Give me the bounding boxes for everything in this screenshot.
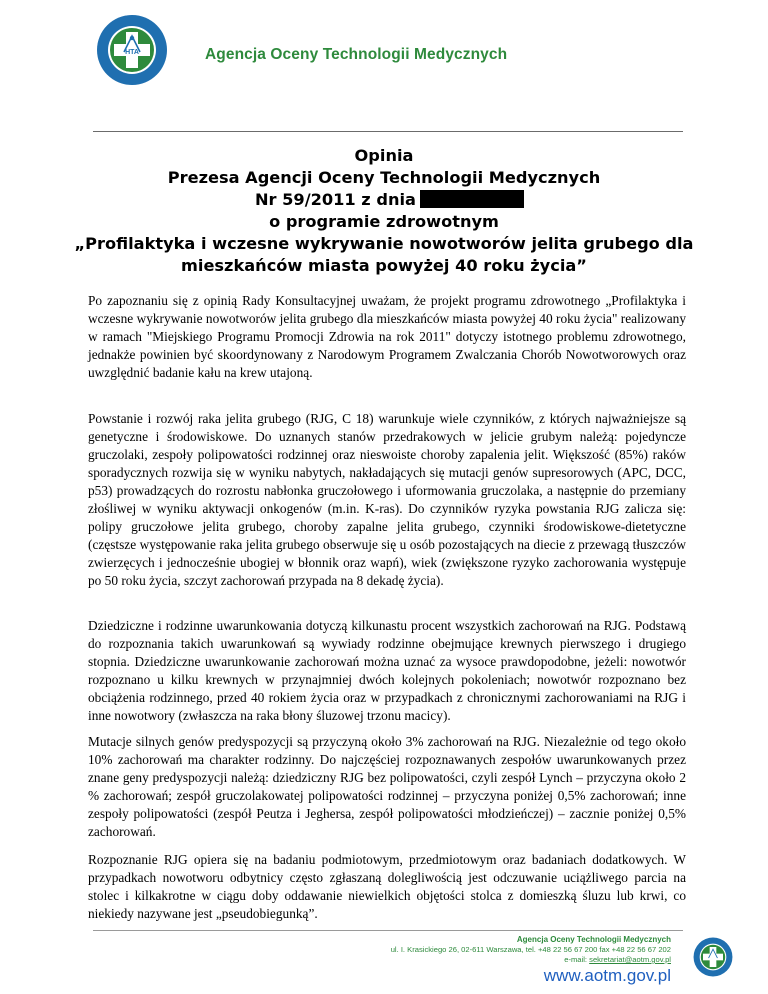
footer-org: Agencja Oceny Technologii Medycznych: [516, 935, 671, 944]
paragraph-5: Rozpoznanie RJG opiera się na badaniu podmiotowym, przedmiotowym oraz badaniach dodatkowych. W przypadkach nowotworu odbytnicy często zgłaszaną dolegliwością jest odczuwanie uciążliwego parcia na stolec i kilkakrotne w ciągu doby oddawanie niewielkich objętości stolca z domieszką śluzu lub krwi, co niekiedy nazywane jest „pseudobiegunką”.: [88, 852, 686, 921]
footer-divider: [93, 930, 683, 931]
header-divider: [93, 131, 683, 132]
footer-website-link[interactable]: www.aotm.gov.pl: [543, 966, 671, 985]
doc-number-line: [255, 189, 524, 211]
paragraph-1: Po zapoznaniu się z opinią Rady Konsultacyjnej uważam, że projekt programu zdrowotnego „Profilaktyka i wczesne wykrywanie nowotworów jelita grubego dla mieszkańców miasta powyżej 40 roku życia" realizowany w ramach "Miejskiego Programu Promocji Zdrowia na rok 2011" dotyczy istotnego problemu zdrowotnego, jednakże powinien być skoordynowany z Narodowym Programem Zwalczania Chorób Nowotworowych oraz uwzględnić badanie kału na krew utajoną.: [88, 293, 686, 380]
footer-email-label: e-mail:: [564, 955, 590, 964]
header-title: Agencja Oceny Technologii Medycznych: [205, 46, 508, 63]
footer-logo-icon: [693, 937, 733, 977]
doc-title-opinion: Opinia: [354, 146, 414, 165]
doc-title-issuer: Prezesa Agencji Oceny Technologii Medycznych: [167, 168, 601, 187]
footer-email-line: [391, 955, 671, 965]
footer-email-link[interactable]: sekretariat@aotm.gov.pl: [589, 955, 671, 964]
footer: [391, 935, 671, 986]
doc-number: Nr 59/2011 z dnia: [255, 190, 416, 209]
paragraph-4: Mutacje silnych genów predyspozycji są przyczyną około 3% zachorowań na RJG. Niezależnie od tego około 10% zachorowań ma charakter rodzinny. Do najczęściej rozpoznawanych zespołów uwarunkowanych przez znane geny predyspozycji należą: dziedziczny RJG bez polipowatości, czyli zespół Lynch – przyczyna około 2 % zachorowań; zespół gruczolakowatej polipowatości rodzinnej – przyczyna poniżej 0,5% zachorowań; inne zespoły polipowatości (zespół Peutza i Jeghersa, zespół polipowatości młodzieńczej) – zacznie poniżej 0,5% zachorowań.: [88, 734, 686, 839]
doc-title-program-line2: mieszkańców miasta powyżej 40 roku życia”: [181, 256, 587, 275]
logo-letters: HTA: [125, 49, 139, 56]
paragraph-2: Powstanie i rozwój raka jelita grubego (RJG, C 18) warunkuje wiele czynników, z których najważniejsze są genetyczne i środowiskowe. Do uznanych stanów przedrakowych w jelicie grubym należą: pojedyncze gruczolaki, zespoły polipowatości rodzinnej oraz nieswoiste choroby zapalenia jelit. Większość (85%) raków sporadycznych rozwija się w wyniku nabytych, nakładających się mutacji genów supresorowych (APC, DCC, p53) prowadzących do rozrostu nabłonka gruczołowego i uformowania gruczolaka, a następnie do przemiany złośliwej w wyniku aktywacji onkogenów (m.in. K-ras). Do czynników ryzyka powstania RJG zalicza się: polipy gruczołowe jelita grubego, choroby zapalne jelita grubego, czynniki środowiskowe-dietetyczne (częstsze występowanie raka jelita grubego obserwuje się u osób pozostających na diecie z przewagą tłuszczów zwierzęcych i jednocześnie ubogiej w błonnik oraz wapń), wiek (zwiększone ryzyko zachorowania występuje po 50 roku życia, szczyt zachorowań przypada na 8 dekadę życia).: [88, 411, 686, 588]
redacted-date: [420, 190, 524, 208]
footer-address: ul. I. Krasickiego 26, 02-611 Warszawa, tel. +48 22 56 67 200 fax +48 22 56 67 202: [390, 945, 671, 954]
paragraph-3: Dziedziczne i rodzinne uwarunkowania dotyczą kilkunastu procent wszystkich zachorowań na RJG. Podstawą do rozpoznania takich uwarunkowań są wywiady rodzinne obejmujące krewnych pierwszego i drugiego stopnia. Dziedziczne uwarunkowanie zachorowań można uznać za wysoce prawdopodobne, jeżeli: nowotwór rozpoznano u kilku krewnych w przynajmniej dwóch kolejnych pokoleniach; nowotwór rozpoznano bez obciążenia rodzinnego, przed 40 rokiem życia oraz w przypadkach z chronicznymi zachorowaniami na RJG i inne nowotwory (zwłaszcza na raka błony śluzowej trzonu macicy).: [88, 618, 686, 723]
doc-title-program-line1: „Profilaktyka i wczesne wykrywanie nowotworów jelita grubego dla: [74, 234, 694, 253]
doc-title-subject: o programie zdrowotnym: [269, 212, 499, 231]
aotm-logo-icon: [96, 14, 168, 86]
